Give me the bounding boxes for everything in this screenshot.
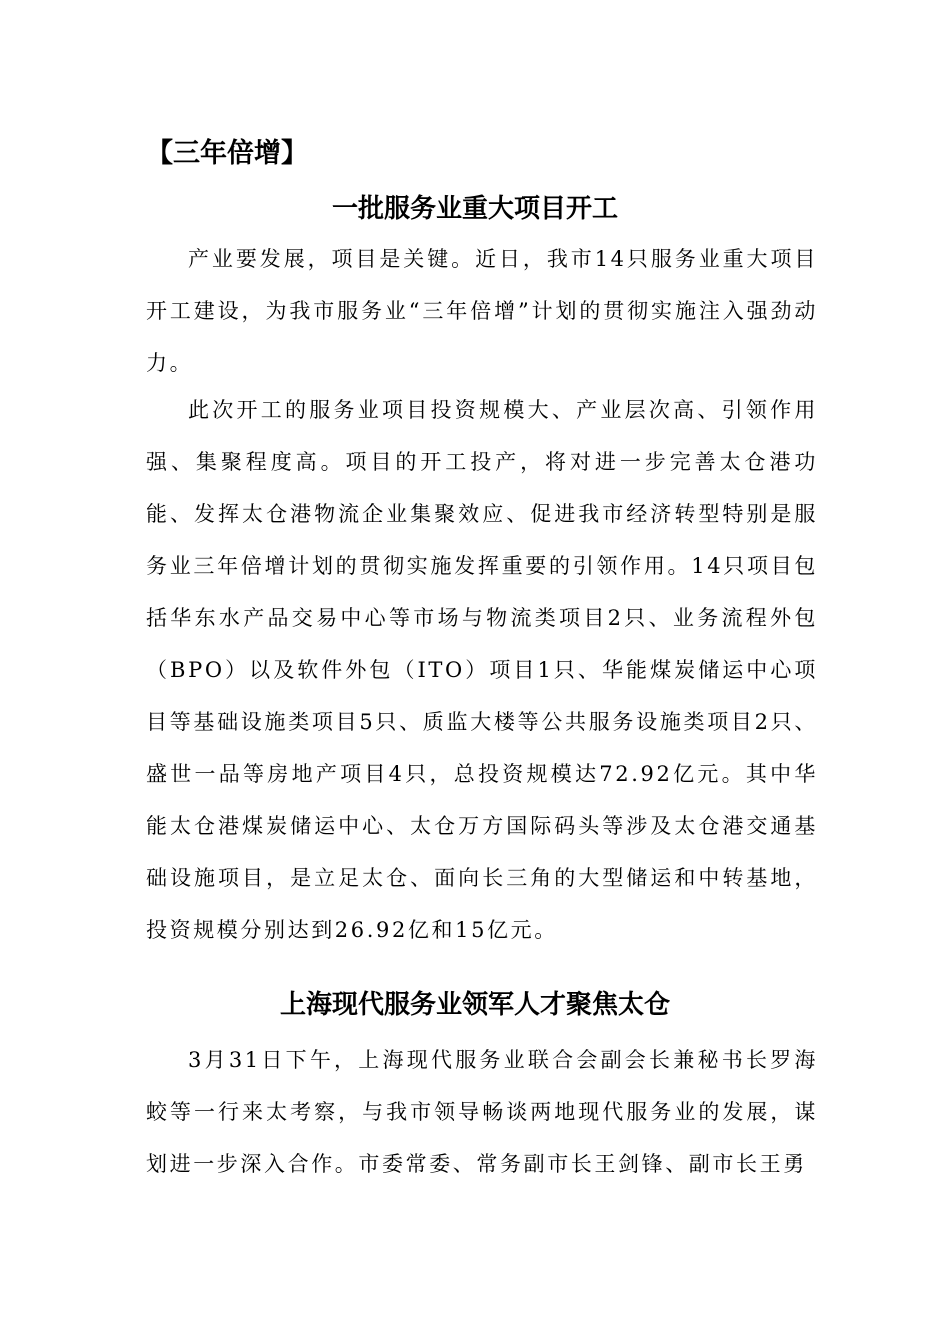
- article-1-paragraph-1: 产业要发展，项目是关键。近日，我市14只服务业重大项目开工建设，为我市服务业“三年倍增”计划的贯彻实施注入强劲动力。: [146, 247, 818, 375]
- article-1-title: 一批服务业重大项目开工: [331, 194, 618, 224]
- article-2-title: 上海现代服务业领军人才聚焦太仓: [279, 990, 670, 1020]
- article-2-paragraph-1: 3月31日下午，上海现代服务业联合会副会长兼秘书长罗海蛟等一行来太考察，与我市领导畅谈两地现代服务业的发展，谋划进一步深入合作。市委常委、常务副市长王剑锋、副市长王勇: [146, 1048, 818, 1176]
- section-tag: 【三年倍增】: [146, 138, 308, 169]
- article-1-paragraph-2: 此次开工的服务业项目投资规模大、产业层次高、引领作用强、集聚程度高。项目的开工投产，将对进一步完善太仓港功能、发挥太仓港物流企业集聚效应、促进我市经济转型特别是服务业三年倍增计划的贯彻实施发挥重要的引领作用。14只项目包括华东水产品交易中心等市场与物流类项目2只、业务流程外包（BPO）以及软件外包（ITO）项目1只、华能煤炭储运中心项目等基础设施类项目5只、质监大楼等公共服务设施类项目2只、盛世一品等房地产项目4只，总投资规模达72.92亿元。其中华能太仓港煤炭储运中心、太仓万方国际码头等涉及太仓港交通基础设施项目，是立足太仓、面向长三角的大型储运和中转基地，投资规模分别达到26.92亿和15亿元。: [146, 398, 818, 942]
